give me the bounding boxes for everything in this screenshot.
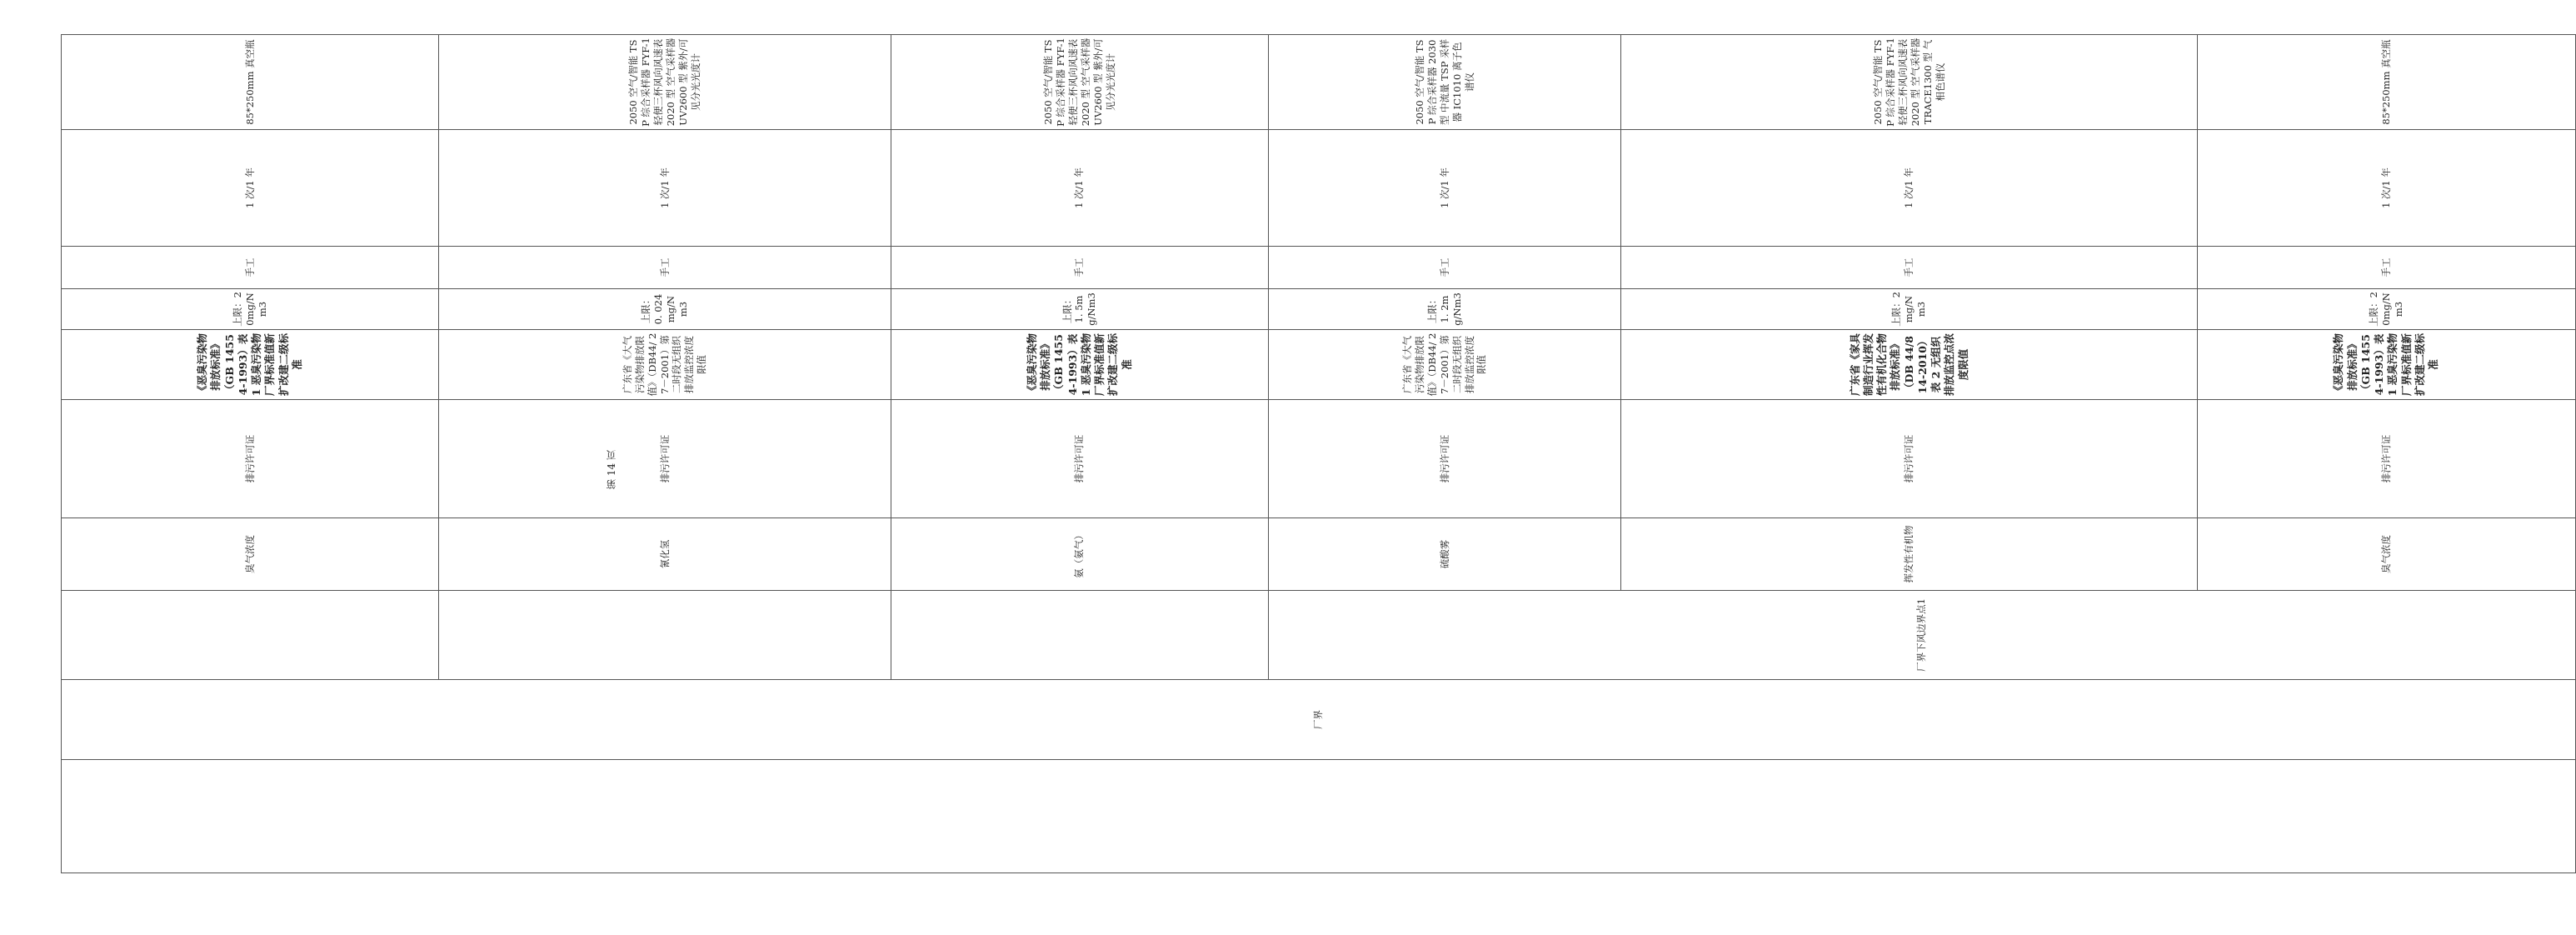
page-number: 第 14 页 <box>606 450 617 489</box>
freq-cell: 1 次/1 年 <box>891 130 1268 247</box>
point-cell <box>439 591 891 680</box>
group-cell: 厂界 <box>62 680 2576 760</box>
standard-cell: 《恶臭污染物排放标准》（GB 14554-1993）表 1 恶臭污染物厂界标准值新扩改建二级标准 <box>2198 330 2575 400</box>
standard-cell: 广东省《大气污染物排放限值》（DB44/ 27－2001）第二时段无组织排放监控浓度限值 <box>1269 330 1621 400</box>
type-cell: 排污许可证 <box>439 400 891 518</box>
monitoring-table <box>61 34 2576 873</box>
table-row <box>62 35 439 873</box>
freq-cell: 1 次/1 年 <box>1621 130 2198 247</box>
mode-cell: 手工 <box>439 247 891 289</box>
pollutant-cell: 臭气浓度 <box>62 518 439 591</box>
equipment-cell: 85*250mm 真空瓶 <box>62 35 439 130</box>
limit-cell: 上限：20mg/Nm3 <box>2198 289 2575 330</box>
pollutant-cell: 挥发性有机物 <box>1621 518 2198 591</box>
mode-cell: 手工 <box>1269 247 1621 289</box>
pollutant-cell: 氰化氢 <box>439 518 891 591</box>
point-cell <box>891 591 1268 680</box>
type-cell: 排污许可证 <box>891 400 1268 518</box>
freq-cell: 1 次/1 年 <box>1269 130 1621 247</box>
point-cell <box>62 591 439 680</box>
point-cell: 厂界下风边界点1 <box>1269 591 2576 680</box>
freq-cell: 1 次/1 年 <box>439 130 891 247</box>
equipment-cell: 2050 空气/智能 TSP 综合采样器 FYF-1 轻便三杯风向风速表 2020 型 空气采样器 UV2600 型 紫外/可见分光光度计 <box>439 35 891 130</box>
standard-cell: 广东省《家具制造行业挥发性有机化合物排放标准》（DB 44/814-2010）表 2 无组织排放监控点浓度限值 <box>1621 330 2198 400</box>
limit-cell: 上限：1. 2mg/Nm3 <box>1269 289 1621 330</box>
limit-cell: 上限：0. 024mg/Nm3 <box>439 289 891 330</box>
limit-cell: 上限：2mg/Nm3 <box>1621 289 2198 330</box>
freq-cell: 1 次/1 年 <box>62 130 439 247</box>
type-cell: 排污许可证 <box>2198 400 2575 518</box>
standard-cell: 《恶臭污染物排放标准》（GB 14554-1993）表 1 恶臭污染物厂界标准值新扩改建二级标准 <box>891 330 1268 400</box>
mode-cell: 手工 <box>1621 247 2198 289</box>
pollutant-cell: 臭气浓度 <box>2198 518 2575 591</box>
standard-cell: 广东省《大气污染物排放限值》（DB44/ 27－2001）第二时段无组织排放监控浓度限值 <box>439 330 891 400</box>
freq-cell: 1 次/1 年 <box>2198 130 2575 247</box>
type-cell: 排污许可证 <box>62 400 439 518</box>
equipment-cell: 85*250mm 真空瓶 <box>2198 35 2575 130</box>
equipment-cell: 2050 空气/智能 TSP 综合采样器 FYF-1 轻便三杯风向风速表 2020 型 空气采样器 UV2600 型 紫外/可见分光光度计 <box>891 35 1268 130</box>
blank-cell <box>62 760 2576 873</box>
equipment-cell: 2050 空气/智能 TSP 综合采样器 FYF-1 轻便三杯风向风速表 2020 型 空气采样器 TRACE1300 型 气相色谱仪 <box>1621 35 2198 130</box>
mode-cell: 手工 <box>891 247 1268 289</box>
pollutant-cell: 硫酸雾 <box>1269 518 1621 591</box>
standard-cell: 《恶臭污染物排放标准》（GB 14554-1993）表 1 恶臭污染物厂界标准值新扩改建二级标准 <box>62 330 439 400</box>
pollutant-cell: 氨（氨气） <box>891 518 1268 591</box>
mode-cell: 手工 <box>62 247 439 289</box>
equipment-cell: 2050 空气/智能 TSP 综合采样器 2030 型 中流量 TSP 采样器 IC1010 离子色谱仪 <box>1269 35 1621 130</box>
type-cell: 排污许可证 <box>1621 400 2198 518</box>
type-cell: 排污许可证 <box>1269 400 1621 518</box>
limit-cell: 上限：1. 5mg/Nm3 <box>891 289 1268 330</box>
mode-cell: 手工 <box>2198 247 2575 289</box>
limit-cell: 上限：20mg/Nm3 <box>62 289 439 330</box>
